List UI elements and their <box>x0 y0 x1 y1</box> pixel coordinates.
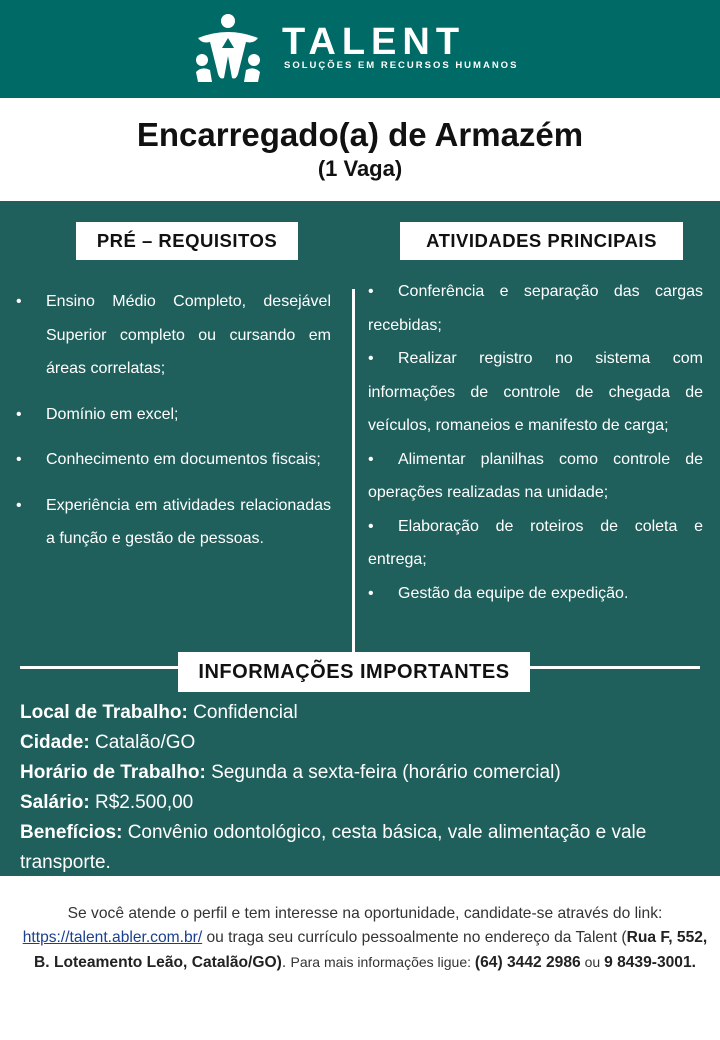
phone-number: 9 8439-3001. <box>604 954 696 971</box>
info-value: R$2.500,00 <box>89 792 194 813</box>
job-details <box>0 201 720 876</box>
important-info-heading: INFORMAÇÕES IMPORTANTES <box>178 652 530 692</box>
info-row-benefits <box>20 818 710 878</box>
company-address: Rua F, 552, B. Loteamento Leão, Catalão/GO) <box>34 929 708 971</box>
info-row-workplace <box>20 698 710 728</box>
job-title-section <box>0 98 720 201</box>
list-item: • Domínio em excel; <box>16 398 331 432</box>
prerequisites-heading: PRÉ – REQUISITOS <box>76 222 298 260</box>
list-item: • Realizar registro no sistema com informações de controle de chegada de veículos, romaneios e manifesto de carga; <box>368 342 703 443</box>
activities-list <box>368 275 703 610</box>
info-row-hours <box>20 758 710 788</box>
footer-text: ou traga seu currículo pessoalmente no endereço da Talent ( <box>202 929 627 946</box>
talent-people-logo-icon <box>192 12 264 84</box>
footer-text: Se você atende o perfil e tem interesse na oportunidade, candidate-se através do link: <box>67 905 663 922</box>
important-info <box>20 698 710 878</box>
info-key: Local de Trabalho: <box>20 702 188 723</box>
list-item: • Elaboração de roteiros de coleta e entrega; <box>368 510 703 577</box>
application-instructions <box>20 902 710 975</box>
application-link[interactable]: https://talent.abler.com.br/ <box>22 929 203 946</box>
list-item: • Conferência e separação das cargas recebidas; <box>368 275 703 342</box>
list-item: • Experiência em atividades relacionadas a função e gestão de pessoas. <box>16 489 331 556</box>
info-key: Benefícios: <box>20 822 123 843</box>
brand-tagline: SOLUÇÕES EM RECURSOS HUMANOS <box>284 60 519 71</box>
brand-name: TALENT <box>282 21 466 63</box>
activities-heading: ATIVIDADES PRINCIPAIS <box>400 222 683 260</box>
footer-text: ou <box>580 954 605 970</box>
header <box>0 0 720 98</box>
footer-contact-text: Para mais informações ligue: <box>290 954 475 970</box>
column-divider <box>352 289 355 652</box>
info-key: Horário de Trabalho: <box>20 762 206 783</box>
job-title: Encarregado(a) de Armazém <box>136 116 584 153</box>
list-item: • Ensino Médio Completo, desejável Superior completo ou cursando em áreas correlatas; <box>16 285 331 386</box>
info-row-city <box>20 728 710 758</box>
list-item: • Gestão da equipe de expedição. <box>368 577 703 611</box>
info-value: Confidencial <box>187 702 298 723</box>
list-item: • Alimentar planilhas como controle de operações realizadas na unidade; <box>368 443 703 510</box>
info-value: Segunda a sexta-feira (horário comercial) <box>205 762 561 783</box>
list-item: • Conhecimento em documentos fiscais; <box>16 443 331 477</box>
prerequisites-list <box>16 285 331 568</box>
footer-text: . <box>281 954 291 971</box>
info-value: Catalão/GO <box>89 732 196 753</box>
info-row-salary <box>20 788 710 818</box>
phone-number: (64) 3442 2986 <box>474 954 581 971</box>
info-key: Salário: <box>20 792 90 813</box>
info-key: Cidade: <box>20 732 90 753</box>
info-value: Convênio odontológico, cesta básica, vale alimentação e vale transporte. <box>20 822 647 873</box>
vacancies-count: (1 Vaga) <box>317 156 403 181</box>
